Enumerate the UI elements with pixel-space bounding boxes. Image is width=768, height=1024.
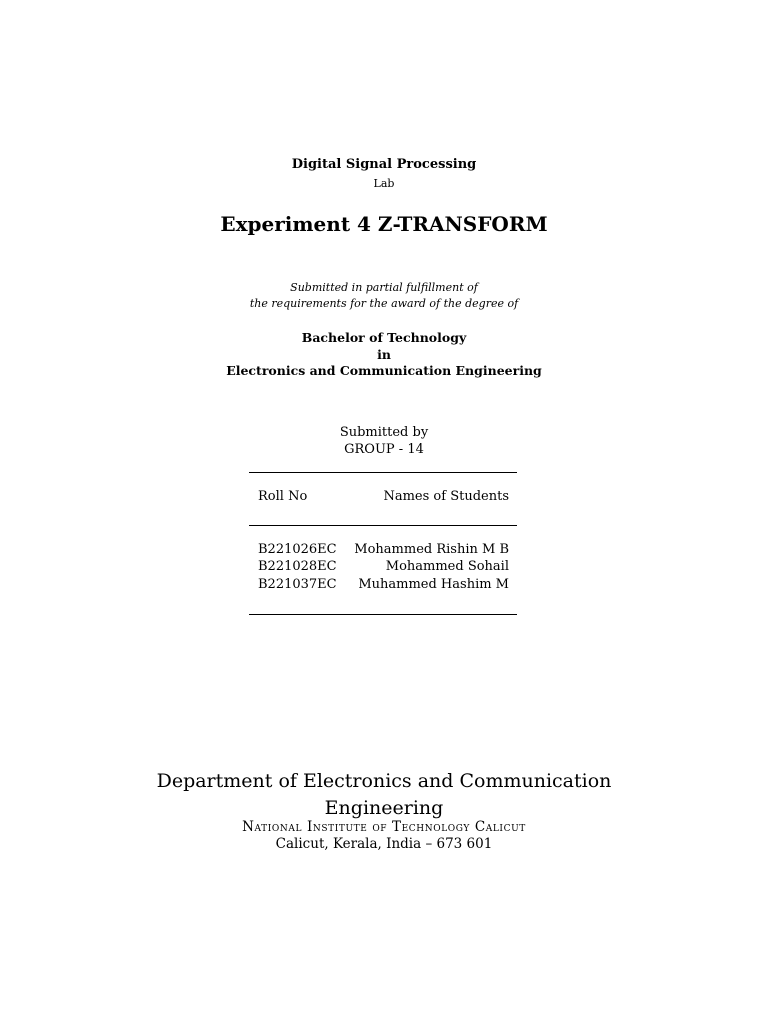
submission-statement-line1: Submitted in partial fulfillment of [290,281,478,294]
table-header-roll: Roll No [258,489,308,504]
experiment-title: Experiment 4 Z-TRANSFORM [220,212,548,236]
student-name: Mohammed Rishin M B [354,542,509,557]
degree-name: Bachelor of Technology [301,330,467,345]
degree-branch: Electronics and Communication Engineering [226,363,542,378]
institute-address: Calicut, Kerala, India – 673 601 [275,836,493,852]
course-name: Digital Signal Processing [291,157,477,172]
student-name: Mohammed Sohail [385,559,509,574]
student-name: Muhammed Hashim M [358,577,509,592]
department-name-line1: Department of Electronics and Communication [156,770,612,792]
table-header-name: Names of Students [383,489,509,504]
student-roll: B221028EC [258,559,337,574]
degree-connector: in [377,347,391,362]
course-type: Lab [373,177,395,190]
submitted-by-label: Submitted by [339,425,429,440]
submission-statement-line2: the requirements for the award of the degree of [249,297,519,310]
group-name: GROUP - 14 [344,442,424,457]
table-top-rule [249,472,517,473]
student-roll: B221026EC [258,542,337,557]
table-bottom-rule [249,614,517,615]
department-name-line2: Engineering [324,797,444,819]
student-roll: B221037EC [258,577,337,592]
table-header-rule [249,525,517,526]
institute-name: National Institute of Technology Calicut [242,819,526,835]
